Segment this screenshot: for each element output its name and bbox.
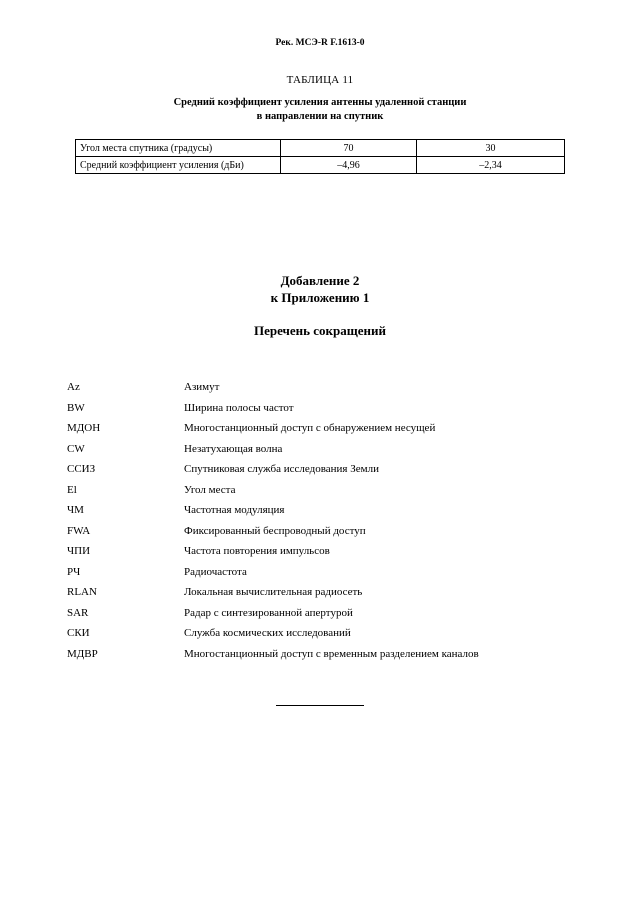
abbr-code: BW [67, 401, 85, 414]
abbr-description: Ширина полосы частот [184, 401, 294, 414]
abbr-code: ССИЗ [67, 463, 96, 475]
abbr-description: Незатухающая волна [184, 442, 283, 455]
list-item [67, 626, 587, 647]
list-item [67, 401, 587, 422]
abbr-description: Частотная модуляция [184, 504, 285, 516]
abbr-description: Спутниковая служба исследования Земли [184, 463, 379, 475]
abbr-code: МДОН [67, 422, 101, 434]
list-item [67, 647, 587, 668]
end-divider [276, 705, 364, 706]
list-item [67, 606, 587, 627]
abbr-description: Азимут [184, 381, 220, 393]
abbr-code: ЧПИ [67, 545, 91, 557]
abbr-code: RLAN [67, 586, 97, 598]
list-item [67, 380, 587, 401]
abbr-description: Угол места [184, 483, 236, 496]
appendix-heading-line-2: к Приложению 1 [270, 290, 370, 305]
table-cell-value: 30 [417, 140, 565, 157]
list-item [67, 544, 587, 565]
abbr-code: ЧМ [67, 504, 84, 516]
appendix-heading-line-1: Добавление 2 [280, 273, 360, 288]
table-cell-value: –4,96 [281, 157, 417, 174]
abbr-code: СКИ [67, 627, 90, 639]
list-item [67, 503, 587, 524]
list-item [67, 524, 587, 545]
appendix-heading [0, 272, 640, 306]
list-item [67, 565, 587, 586]
abbr-description: Локальная вычислительная радиосеть [184, 586, 363, 598]
abbr-code: SAR [67, 606, 89, 619]
abbr-description: Служба космических исследований [184, 627, 351, 639]
abbr-code: FWA [67, 524, 91, 537]
abbreviations-heading: Перечень сокращений [254, 323, 386, 338]
abbr-description: Фиксированный беспроводный доступ [184, 524, 366, 537]
list-item [67, 442, 587, 463]
list-item [67, 421, 587, 442]
table-row [76, 140, 565, 157]
table-label: ТАБЛИЦА 11 [286, 74, 354, 86]
table-title-line-1: Средний коэффициент усиления антенны удаленной станции [173, 97, 467, 108]
abbr-description: Радар с синтезированной апертурой [184, 606, 353, 619]
abbr-code: РЧ [67, 565, 81, 578]
gain-table [75, 139, 565, 174]
abbr-description: Частота повторения импульсов [184, 545, 330, 557]
abbreviations-list [67, 380, 587, 667]
list-item [67, 462, 587, 483]
table-title-line-2: в направлении на спутник [256, 111, 384, 122]
abbr-description: Радиочастота [184, 565, 247, 578]
table-cell-value: –2,34 [417, 157, 565, 174]
table-cell-label: Угол места спутника (градусы) [76, 140, 281, 157]
list-item [67, 585, 587, 606]
table-title [0, 96, 640, 124]
abbr-code: CW [67, 442, 85, 455]
table-row [76, 157, 565, 174]
abbr-description: Многостанционный доступ с временным разделением каналов [184, 647, 479, 660]
table-cell-label: Средний коэффициент усиления (дБи) [76, 157, 281, 174]
abbr-code: Az [67, 381, 80, 393]
abbr-code: El [67, 483, 77, 496]
table-cell-value: 70 [281, 140, 417, 157]
abbr-code: МДВР [67, 647, 98, 660]
abbr-description: Многостанционный доступ с обнаружением несущей [184, 422, 436, 434]
page-header: Рек. МСЭ-R F.1613-0 [275, 38, 365, 48]
list-item [67, 483, 587, 504]
